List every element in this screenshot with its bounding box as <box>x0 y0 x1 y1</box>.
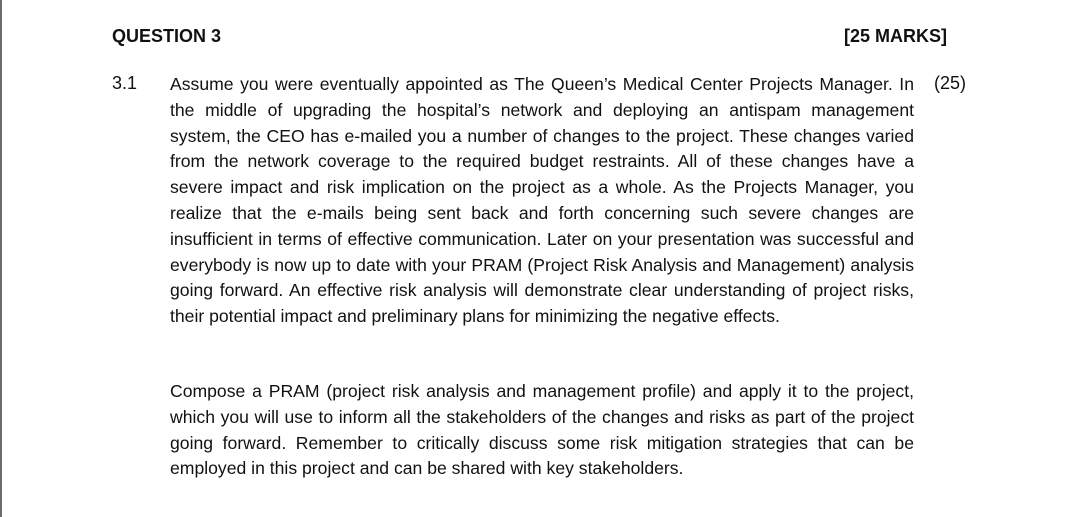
page-edge-rule <box>0 0 2 517</box>
sub-question-marks: (25) <box>934 73 967 93</box>
sub-question-number: 3.1 <box>112 73 138 93</box>
question-title: QUESTION 3 <box>112 26 222 46</box>
task-paragraph: Compose a PRAM (project risk analysis and management profile) and apply it to the project, which you will use to inform all the stakeholders of the changes and risks as part of the project going forward. Remember to critically discuss some risk mitigation strategies that can be employed in this project and can be shared with key stakeholders. <box>170 381 914 479</box>
scenario-paragraph: Assume you were eventually appointed as The Queen’s Medical Center Projects Manager. In the middle of upgrading the hospital’s network and deploying an antispam management system, the CEO has e-mailed you a number of changes to the project. These changes varied from the network coverage to the required budget restraints. All of these changes have a severe impact and risk implication on the project as a whole. As the Projects Manager, you realize that the e-mails being sent back and forth concerning such severe changes are insufficient in terms of effective communication. Later on your presentation was successful and everybody is now up to date with your PRAM (Project Risk Analysis and Management) analysis going forward. An effective risk analysis will demonstrate clear understanding of project risks, their potential impact and preliminary plans for minimizing the negative effects. <box>170 74 914 327</box>
question-header <box>112 24 947 48</box>
total-marks: [25 MARKS] <box>843 26 947 46</box>
